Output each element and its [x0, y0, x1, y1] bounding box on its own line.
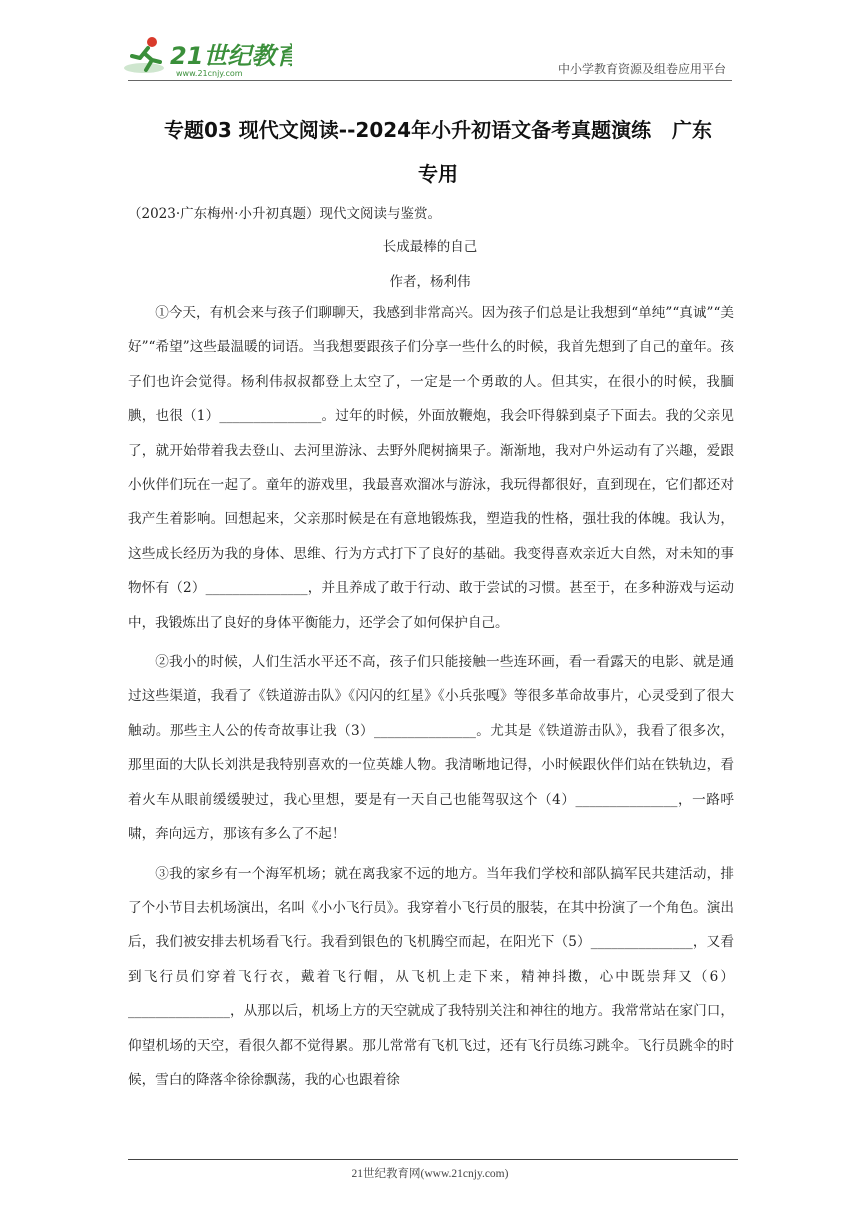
- article-author: 作者，杨利伟: [389, 274, 471, 290]
- question-source: （2023·广东梅州·小升初真题）现代文阅读与鉴赏。: [128, 206, 441, 222]
- logo-runner-icon: [122, 32, 292, 80]
- logo-text: 21世纪教育: [170, 42, 292, 70]
- paragraph-3: ③我的家乡有一个海军机场；就在离我家不远的地方。当年我们学校和部队搞军民共建活动，排了个小节目去机场演出，名叫《小小飞行员》。我穿着小飞行员的服装，在其中扮演了一个角色。演出后，我们被安排去机场看飞行。我看到银色的飞机腾空而起，在阳光下（5）_______________，又看到飞行员们穿着飞行衣，戴着飞行帽，从飞机上走下来，精神抖擞，心中既崇拜又（6）_______________，从那以后，机场上方的天空就成了我特别关注和神往的地方。我常常站在家门口，仰望机场的天空，看很久都不觉得累。那儿常常有飞机飞过，还有飞行员练习跳伞。飞行员跳伞的时候，雪白的降落伞徐徐飘荡，我的心也跟着徐: [128, 865, 734, 1088]
- footer-divider: [128, 1159, 738, 1160]
- logo-url: www.21cnjy.com: [176, 69, 243, 78]
- footer-site-link[interactable]: 21世纪教育网(www.21cnjy.com): [351, 1168, 509, 1180]
- title-line-1: 专题03 现代文阅读--2024年小升初语文备考真题演练 广东: [164, 118, 712, 142]
- article-title: 长成最棒的自己: [382, 239, 478, 255]
- page-title: [128, 108, 748, 196]
- site-logo: [122, 32, 292, 80]
- paragraph-2: ②我小的时候，人们生活水平还不高，孩子们只能接触一些连环画，看一看露天的电影、就是通过这些渠道，我看了《铁道游击队》《闪闪的红星》《小兵张嘎》等很多革命故事片，心灵受到了很大触动。那些主人公的传奇故事让我（3）_______________。尤其是《铁道游击队》，我看了很多次，那里面的大队长刘洪是我特别喜欢的一位英雄人物。我清晰地记得，小时候跟伙伴们站在铁轨边，看着火车从眼前缓缓驶过，我心里想，要是有一天自己也能驾驭这个（4）_______________，一路呼啸，奔向远方，那该有多么了不起！: [128, 654, 734, 843]
- header-divider: [128, 80, 732, 81]
- title-line-2: 专用: [418, 162, 458, 186]
- paragraph-1: ①今天，有机会来与孩子们聊聊天，我感到非常高兴。因为孩子们总是让我想到“单纯”“真诚”“美好”“希望”这些最温暖的词语。当我想要跟孩子们分享一些什么的时候，我首先想到了自己的童年。孩子们也许会觉得。杨利伟叔叔都登上太空了，一定是一个勇敢的人。但其实，在很小的时候，我腼腆，也很（1）_______________。过年的时候，外面放鞭炮，我会吓得躲到桌子下面去。我的父亲见了，就开始带着我去登山、去河里游泳、去野外爬树摘果子。渐渐地，我对户外运动有了兴趣，爱跟小伙伴们玩在一起了。童年的游戏里，我最喜欢溜冰与游泳，我玩得都很好，直到现在，它们都还对我产生着影响。回想起来，父亲那时候是在有意地锻炼我，塑造我的性格，强壮我的体魄。我认为，这些成长经历为我的身体、思维、行为方式打下了良好的基础。我变得喜欢亲近大自然，对未知的事物怀有（2）_______________，并且养成了敢于行动、敢于尝试的习惯。甚至于，在多种游戏与运动中，我锻炼出了良好的身体平衡能力，还学会了如何保护自己。: [128, 305, 734, 631]
- article-body: [128, 296, 734, 1102]
- header-platform-text: 中小学教育资源及组卷应用平台: [557, 62, 726, 76]
